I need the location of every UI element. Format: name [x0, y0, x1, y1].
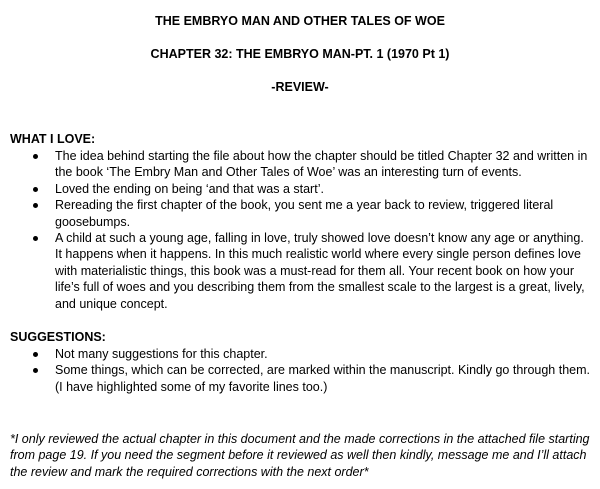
list-item-text: Some things, which can be corrected, are marked within the manuscript. Kindly go through them. (I have highlighted some of my favorite lines too.) — [55, 363, 590, 394]
list-item — [0, 181, 600, 197]
list-item — [0, 148, 600, 181]
suggestions-section-heading: SUGGESTIONS: — [10, 330, 106, 344]
list-item — [0, 362, 600, 395]
love-section-heading: WHAT I LOVE: — [10, 132, 96, 146]
list-item-text: Rereading the first chapter of the book, you sent me a year back to review, triggered literal goosebumps. — [55, 198, 554, 229]
list-item — [0, 197, 600, 230]
list-item-text: The idea behind starting the file about how the chapter should be titled Chapter 32 and written in the book ‘The Embry Man and Other Tales of Woe’ was an interesting turn of events. — [55, 149, 588, 180]
reviewer-note: *I only reviewed the actual chapter in this document and the made corrections in the attached file starting from page 19. If you need the segment before it reviewed as well then kindly, message me and I’ll attach the review and mark the required corrections with the next order* — [10, 432, 590, 479]
list-item-text: Not many suggestions for this chapter. — [55, 347, 268, 361]
bullet-icon — [33, 236, 38, 241]
list-item — [0, 346, 600, 362]
list-item — [0, 230, 600, 312]
chapter-title: CHAPTER 32: THE EMBRYO MAN-PT. 1 (1970 Pt 1) — [150, 47, 450, 61]
bullet-icon — [33, 203, 38, 208]
bullet-icon — [33, 187, 38, 192]
list-item-text: Loved the ending on being ‘and that was a start’. — [55, 181, 324, 196]
review-label: -REVIEW- — [271, 80, 329, 94]
bullet-icon — [33, 368, 38, 373]
list-item-text: A child at such a young age, falling in love, truly showed love doesn’t know any age or anything. It happens when it happens. In this much realistic world where every single person defines love with materialistic things, this book was a must-read for them all. Your recent book on how your life’s full of woes and you describing them from the smallest scale to the largest is a great, lively, and unique concept. — [55, 231, 585, 311]
bullet-icon — [33, 352, 38, 357]
bullet-icon — [33, 154, 38, 159]
love-list — [0, 148, 600, 312]
book-title: THE EMBRYO MAN AND OTHER TALES OF WOE — [155, 14, 445, 28]
suggestions-list — [0, 346, 600, 395]
